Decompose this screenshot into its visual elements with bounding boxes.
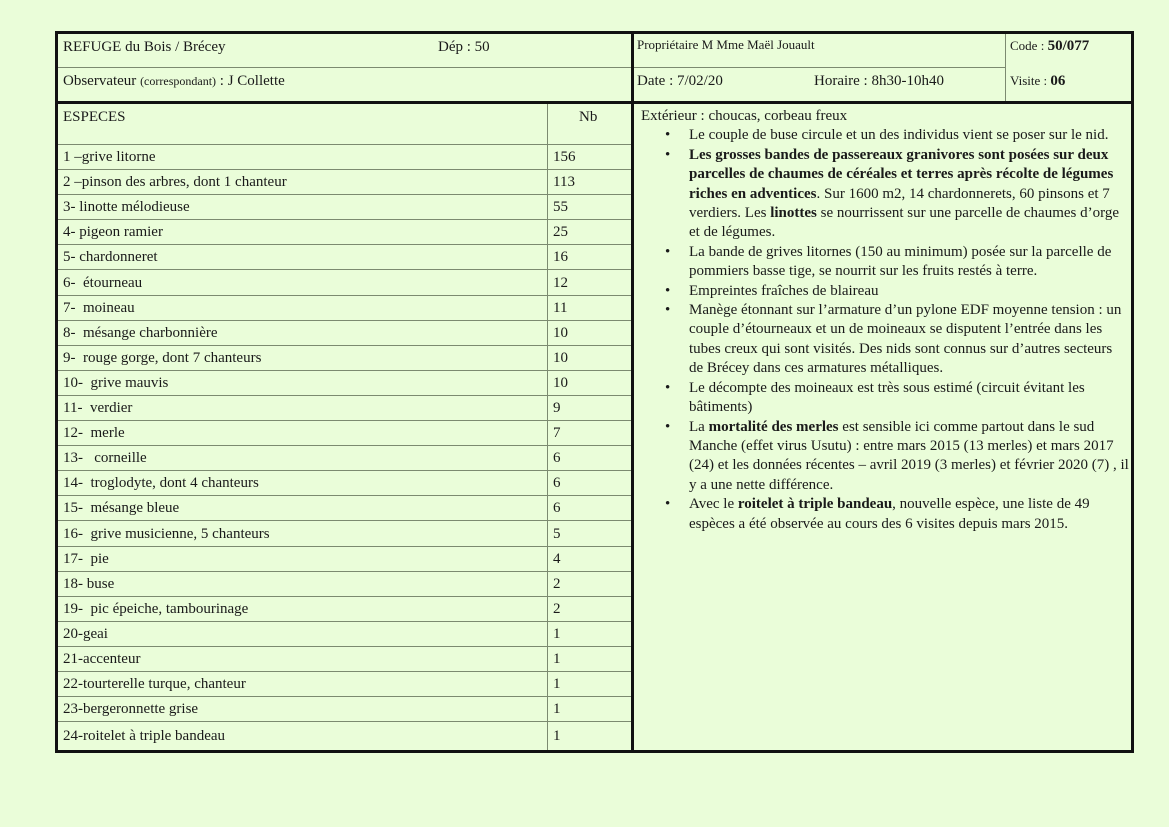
table-row (58, 195, 631, 220)
note-item (638, 301, 1133, 379)
note-item (638, 495, 1133, 534)
table-row (58, 245, 631, 270)
note-emphasis: Les grosses bandes de passereaux granivores sont posées sur deux parcelles de chaumes de céréales et terres après récolte de légumes riches en adventices (689, 146, 1114, 202)
department: Dép : 50 (438, 39, 490, 55)
table-row (58, 321, 631, 346)
note-text: Le décompte des moineaux est très sous estimé (circuit évitant les bâtiments) (689, 379, 1085, 416)
site-name: REFUGE du Bois / Brécey (63, 39, 226, 55)
species-count: 6 (553, 475, 561, 492)
note-item (638, 379, 1133, 418)
note-text: se nourrissent sur une parcelle de chaumes d’orge et de légumes. (689, 205, 1120, 241)
notes-intro: Extérieur : choucas, corbeau freux (641, 108, 848, 124)
table-row (58, 471, 631, 496)
species-name: 18- buse (63, 575, 115, 592)
species-count: 2 (553, 600, 561, 617)
table-row (58, 547, 631, 572)
bullet-icon: • (665, 282, 671, 299)
observer-value: : J Collette (219, 73, 285, 89)
species-column-header: ESPECES (63, 109, 126, 125)
bullet-icon: • (665, 127, 671, 144)
notes-list (638, 126, 1133, 534)
table-row (58, 672, 631, 697)
bullet-icon: • (665, 302, 671, 319)
note-text: . Sur 1600 m2, 14 chardonnerets, 60 pinsons et 7 verdiers. Les (689, 185, 1110, 222)
species-name: 1 –grive litorne (63, 149, 156, 165)
species-count: 55 (553, 199, 568, 216)
species-name: 17- pie (63, 550, 109, 567)
visite-value: 06 (1050, 73, 1066, 89)
species-count: 156 (553, 149, 576, 165)
species-name: 15- mésange bleue (63, 500, 180, 517)
species-name: 8- mésange charbonnière (63, 324, 218, 341)
owner: Propriétaire M Mme Maël Jouault (637, 37, 815, 52)
species-count: 2 (553, 575, 561, 592)
species-name: 3- linotte mélodieuse (63, 199, 190, 216)
species-count: 6 (553, 450, 561, 467)
table-row (58, 396, 631, 421)
table-row (58, 647, 631, 672)
note-text: Avec le (689, 496, 738, 513)
species-name: 14- troglodyte, dont 4 chanteurs (63, 475, 259, 492)
table-row (58, 145, 631, 170)
species-name: 10- grive mauvis (63, 374, 169, 391)
species-name: 11- verdier (63, 400, 133, 416)
species-count: 9 (553, 400, 561, 416)
species-count: 1 (553, 728, 561, 745)
table-row (58, 296, 631, 321)
bullet-icon: • (665, 496, 671, 513)
species-name: 24-roitelet à triple bandeau (63, 728, 226, 745)
note-text: , nouvelle espèce, une liste de 49 espèces a été observée au cours des 6 visites depuis mars 2015. (689, 496, 1090, 532)
table-row (58, 371, 631, 396)
species-name: 9- rouge gorge, dont 7 chanteurs (63, 349, 262, 366)
species-name: 20-geai (63, 625, 108, 642)
species-count: 10 (553, 324, 568, 341)
species-name: 21-accenteur (63, 651, 141, 667)
header-divider-right (634, 67, 1006, 68)
table-row (58, 697, 631, 722)
note-item (638, 146, 1133, 243)
visite (1010, 73, 1065, 89)
species-name: 12- merle (63, 425, 125, 442)
table-row (58, 522, 631, 547)
species-name: 6- étourneau (63, 274, 143, 291)
code (1010, 38, 1089, 54)
observer-label: Observateur (63, 73, 137, 89)
table-row (58, 572, 631, 597)
species-count: 16 (553, 249, 568, 266)
species-count: 10 (553, 349, 568, 366)
note-text: La bande de grives litornes (150 au minimum) posée sur la parcelle de pommiers basse tige, se nourrit sur les fruits restés à terre. (689, 243, 1112, 280)
date: Date : 7/02/20 (637, 73, 723, 89)
observer-sub: (correspondant) (140, 74, 217, 88)
note-item (638, 126, 1133, 145)
horaire: Horaire : 8h30-10h40 (814, 73, 944, 89)
species-name: 23-bergeronnette grise (63, 701, 199, 718)
species-name: 5- chardonneret (63, 249, 158, 266)
table-row (58, 496, 631, 521)
table-row (58, 446, 631, 471)
note-item (638, 282, 1133, 301)
note-text: Le couple de buse circule et un des individus vient se poser sur le nid. (689, 127, 1109, 144)
species-count: 5 (553, 525, 561, 542)
species-count: 11 (553, 299, 568, 316)
species-table (58, 104, 631, 750)
note-item (638, 243, 1133, 282)
observer (63, 72, 285, 90)
species-count: 4 (553, 550, 561, 567)
table-row (58, 421, 631, 446)
species-count: 10 (553, 374, 568, 391)
species-count: 25 (553, 224, 568, 241)
species-count: 113 (553, 174, 575, 191)
main-column-divider (631, 34, 634, 750)
table-row (58, 346, 631, 371)
species-count: 1 (553, 625, 561, 642)
code-column-divider (1005, 34, 1006, 101)
note-text: Manège étonnant sur l’armature d’un pylone EDF moyenne tension : un couple d’étourneaux et un de moineaux se disputent l’entrée dans les tubes creux qui sont visités. Des nids sont connus sur d’autres secteurs de Brécey dans ces armatures métalliques. (689, 302, 1122, 377)
table-row (58, 597, 631, 622)
header-divider-left (58, 67, 631, 68)
species-name: 19- pic épeiche, tambourinage (63, 600, 249, 617)
observation-notes (638, 107, 1133, 534)
note-emphasis: roitelet à triple bandeau (737, 496, 893, 513)
note-emphasis: linottes (770, 205, 817, 222)
table-row (58, 170, 631, 195)
species-name: 13- corneille (63, 450, 147, 467)
bullet-icon: • (665, 243, 671, 260)
table-row (58, 622, 631, 647)
species-count: 1 (553, 651, 561, 667)
table-row (58, 722, 631, 753)
species-name: 4- pigeon ramier (63, 224, 163, 241)
nb-column-header: Nb (579, 109, 598, 125)
species-name: 7- moineau (63, 299, 135, 316)
species-count: 7 (553, 425, 561, 442)
note-item (638, 418, 1133, 496)
bullet-icon: • (665, 379, 671, 396)
species-count: 12 (553, 274, 568, 291)
species-count: 6 (553, 500, 561, 517)
table-row (58, 220, 631, 245)
note-text: La (689, 418, 709, 435)
species-name: 16- grive musicienne, 5 chanteurs (63, 525, 270, 542)
bullet-icon: • (665, 418, 671, 435)
species-count: 1 (553, 701, 561, 718)
species-count: 1 (553, 676, 561, 693)
code-value: 50/077 (1047, 38, 1090, 54)
observation-sheet (55, 31, 1134, 753)
note-emphasis: mortalité des merles (708, 418, 839, 435)
species-name: 22-tourterelle turque, chanteur (63, 676, 246, 693)
visite-label: Visite : (1010, 73, 1051, 88)
bullet-icon: • (665, 146, 671, 163)
table-row (58, 271, 631, 296)
note-text: Empreintes fraîches de blaireau (689, 282, 879, 299)
note-text: est sensible ici comme partout dans le sud Manche (effet virus Usutu) : entre mars 2015 (13 merles) et mars 2017 (24) et les données récentes – avril 2019 (3 merles) et février 2020 (7) , il y a une nette différence. (689, 418, 1129, 493)
code-label: Code : (1010, 38, 1048, 53)
species-name: 2 –pinson des arbres, dont 1 chanteur (63, 174, 287, 191)
